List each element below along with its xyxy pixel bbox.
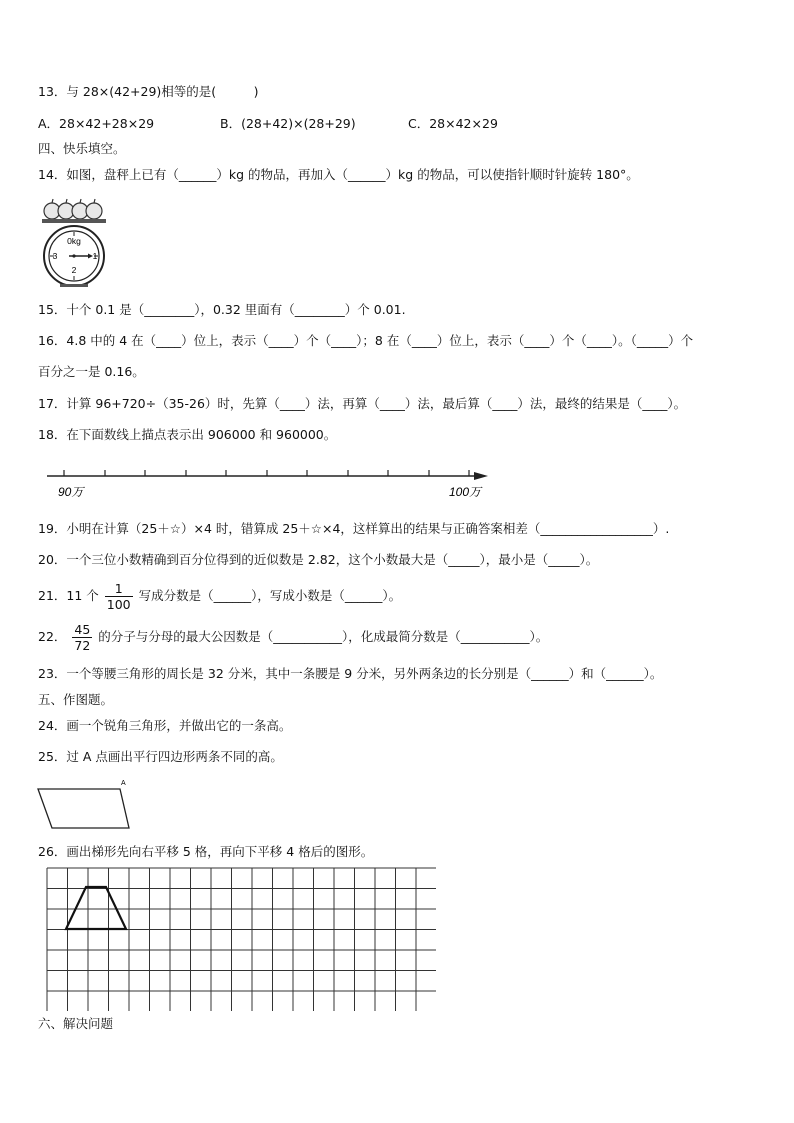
number-line-start-label: 90万: [58, 485, 84, 499]
scale-base: [60, 284, 88, 287]
parallelogram: [38, 789, 129, 828]
question-13-option-a: A．28×42+28×29: [38, 116, 155, 131]
question-26-text: 26．画出梯形先向右平移 5 格，再向下平移 4 格后的图形。: [38, 844, 374, 859]
apple-icons: [44, 199, 102, 219]
scale-label-two: 2: [71, 265, 77, 275]
question-21-prefix: 21．11 个: [38, 588, 99, 603]
grid-lines: [47, 868, 436, 1011]
point-a-label: A: [121, 780, 126, 787]
fraction-denominator: 72: [74, 638, 91, 653]
question-13-stem: 13．与 28×(42+29)相等的是( ): [38, 84, 259, 99]
scale-label-zero: 0kg: [67, 236, 81, 246]
question-21: [38, 578, 401, 614]
question-22-prefix: 22．: [38, 629, 67, 644]
section-heading-5: 五、作图题。: [38, 692, 114, 707]
parallelogram-figure: [36, 776, 136, 832]
question-18-text: 18．在下面数线上描点表示出 906000 和 960000。: [38, 427, 337, 442]
section-heading-4: 四、快乐填空。: [38, 141, 126, 156]
question-16-line-2: 百分之一是 0.16。: [38, 364, 145, 379]
scale-figure: [38, 196, 118, 288]
fraction-numerator: 1: [105, 581, 133, 597]
question-13-option-b: B．(28+42)×(28+29): [220, 116, 356, 131]
scale-label-one: 1: [92, 251, 98, 261]
number-line-arrow: [474, 472, 488, 480]
scale-pan: [42, 219, 106, 223]
grid-figure: [46, 867, 436, 1011]
section-heading-6: 六、解决问题: [38, 1016, 114, 1031]
trapezoid: [66, 887, 126, 929]
fraction-numerator: 45: [74, 622, 91, 637]
fraction-1-over-100: [105, 581, 133, 612]
question-24-text: 24．画一个锐角三角形，并做出它的一条高。: [38, 718, 292, 733]
question-23-text: 23．一个等腰三角形的周长是 32 分米，其中一条腰是 9 分米，另外两条边的长分别是（______）和（______）。: [38, 666, 663, 681]
question-20-text: 20．一个三位小数精确到百分位得到的近似数是 2.82，这个小数最大是（_____），最小是（_____）。: [38, 552, 599, 567]
question-14-text: 14．如图，盘秤上已有（______）kg 的物品，再加入（______）kg 的物品，可以使指针顺时针旋转 180°。: [38, 167, 639, 182]
question-22: [38, 619, 548, 655]
question-19-text: 19．小明在计算（25＋☆）×4 时，错算成 25＋☆×4，这样算出的结果与正确答案相差（__________________）.: [38, 521, 670, 536]
question-22-suffix: 的分子与分母的最大公因数是（___________），化成最简分数是（___________）。: [98, 629, 549, 644]
number-line-end-label: 100万: [449, 485, 482, 499]
fraction-denominator: 100: [106, 597, 131, 612]
question-25-text: 25．过 A 点画出平行四边形两条不同的高。: [38, 749, 283, 764]
number-line: [44, 462, 494, 502]
question-21-suffix: 写成分数是（______），写成小数是（______）。: [138, 588, 402, 603]
fraction-45-over-72: [72, 622, 92, 653]
question-15-text: 15．十个 0.1 是（________），0.32 里面有（________）个 0.01.: [38, 302, 406, 317]
question-16-line-1: 16．4.8 中的 4 在（____）位上，表示（____）个（____）；8 在（____）位上，表示（____）个（____）。（_____）个: [38, 333, 694, 348]
question-17-text: 17．计算 96+720÷（35-26）时，先算（____）法，再算（____）法，最后算（____）法，最终的结果是（____）。: [38, 396, 687, 411]
question-13-option-c: C．28×42×29: [408, 116, 498, 131]
scale-label-three: 3: [52, 251, 58, 261]
number-line-ticks: [64, 470, 469, 476]
